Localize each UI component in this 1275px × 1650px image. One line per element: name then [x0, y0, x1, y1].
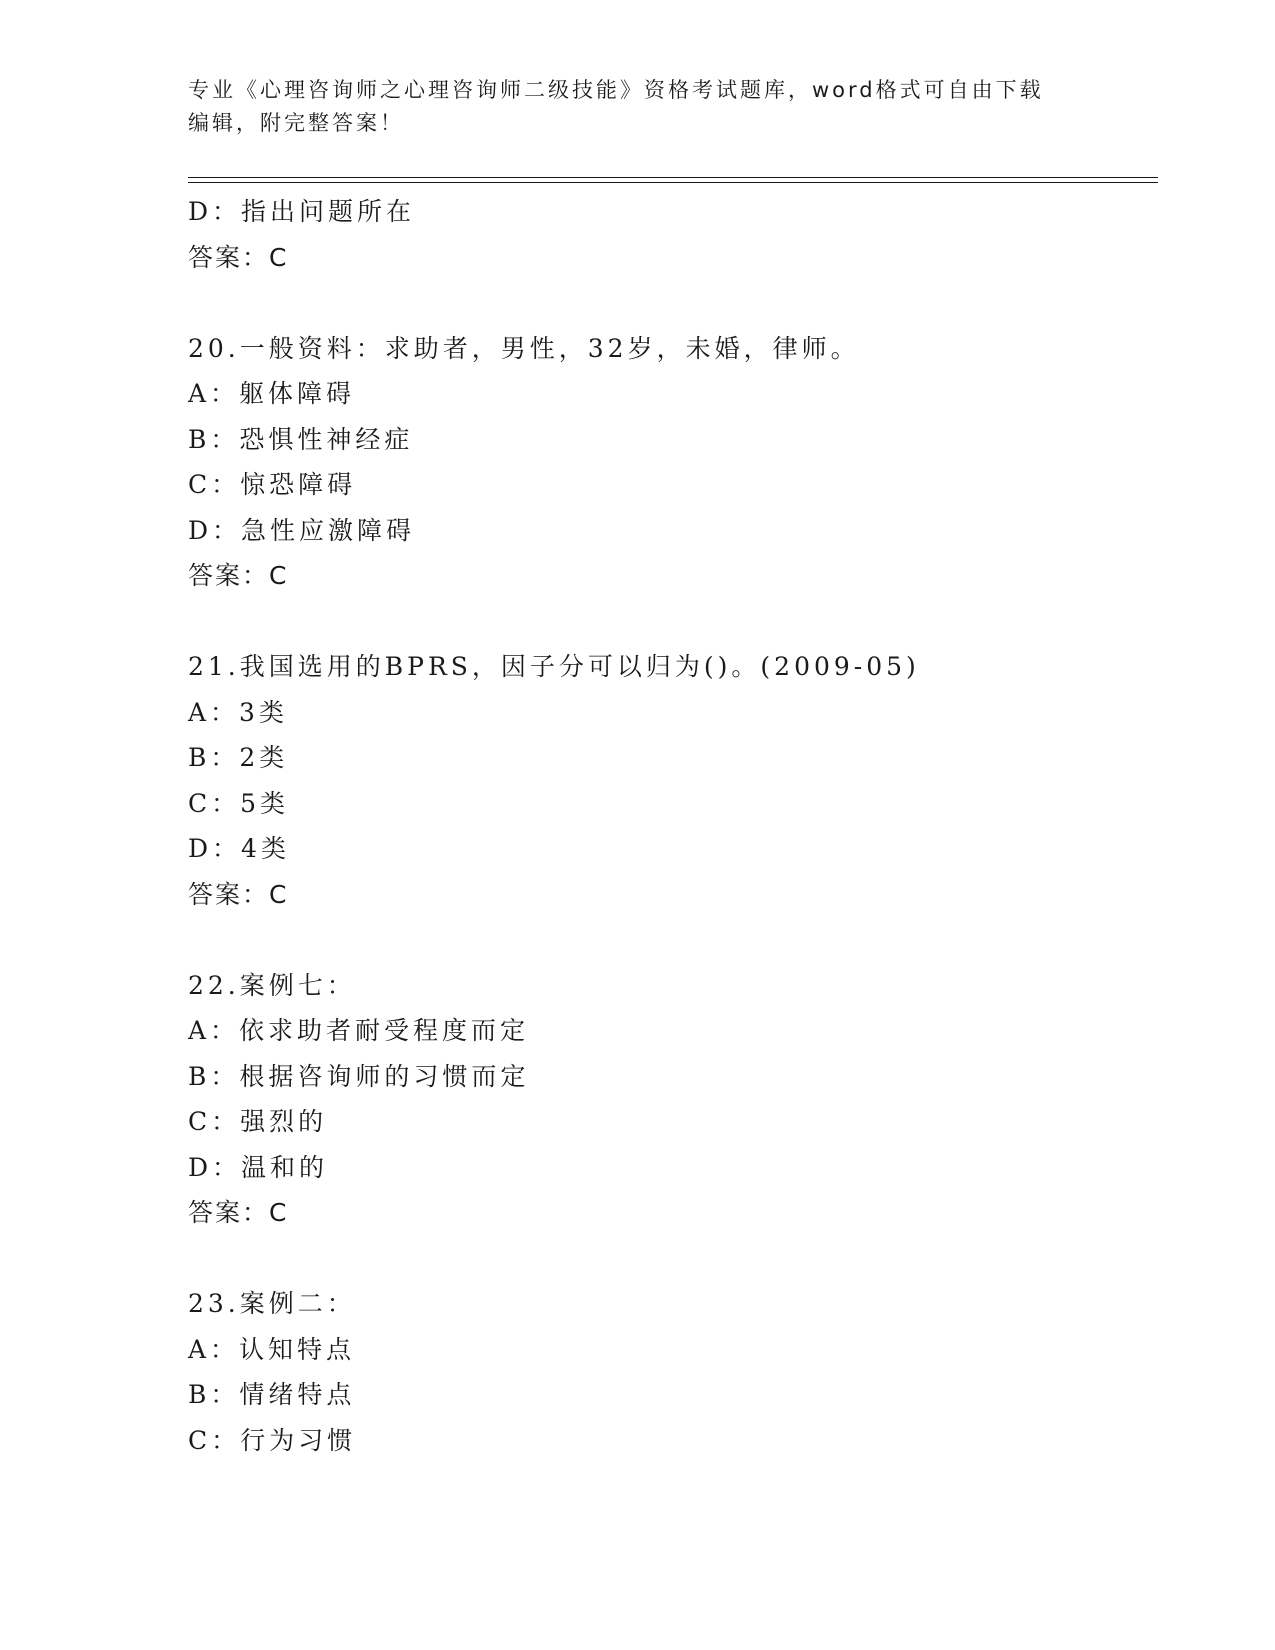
option-d: D：4类: [188, 834, 290, 863]
option-a: A：躯体障碍: [188, 379, 356, 408]
spacer: [188, 1236, 1148, 1282]
question-20: [188, 326, 1148, 599]
question-stem: 22.案例七：: [188, 970, 356, 1000]
option-b: B：根据咨询师的习惯而定: [188, 1061, 530, 1091]
option-a: A：3类: [188, 697, 288, 727]
option-c: C：5类: [188, 788, 290, 818]
spacer: [188, 280, 1148, 326]
spacer: [188, 917, 1148, 963]
option-a: A：依求助者耐受程度而定: [188, 1016, 530, 1045]
question-list: [188, 189, 1148, 1463]
option-c: C：惊恐障碍: [188, 470, 357, 499]
option-a: A：认知特点: [188, 1334, 356, 1364]
option-d: D：急性应激障碍: [188, 515, 416, 545]
header-line-1: 专业《心理咨询师之心理咨询师二级技能》资格考试题库，word格式可自由下载: [188, 78, 1044, 102]
answer-line: 答案：C: [188, 879, 289, 909]
question-22: [188, 963, 1148, 1236]
header-line-2: 编辑，附完整答案！: [188, 111, 404, 135]
question-21: [188, 644, 1148, 917]
question-stem: 23.案例二：: [188, 1289, 356, 1318]
option-c: C：强烈的: [188, 1107, 328, 1136]
option-d: D：温和的: [188, 1152, 329, 1182]
option-b: B：情绪特点: [188, 1380, 356, 1409]
spacer: [188, 599, 1148, 645]
answer-line: 答案：C: [188, 561, 289, 590]
option-b: B：恐惧性神经症: [188, 424, 414, 454]
document-header: [188, 74, 1068, 140]
option-d: D：指出问题所在: [188, 197, 416, 226]
answer-line: 答案：C: [188, 242, 289, 272]
header-divider-bottom: [188, 182, 1158, 183]
option-b: B：2类: [188, 743, 289, 772]
question-23: [188, 1281, 1148, 1463]
header-divider-top: [188, 177, 1158, 178]
option-c: C：行为习惯: [188, 1425, 357, 1455]
question-stem: 20.一般资料：求助者，男性，32岁，未婚，律师。: [188, 333, 860, 363]
question-stem: 21.我国选用的BPRS，因子分可以归为()。(2009-05): [188, 652, 920, 681]
answer-line: 答案：C: [188, 1198, 289, 1227]
